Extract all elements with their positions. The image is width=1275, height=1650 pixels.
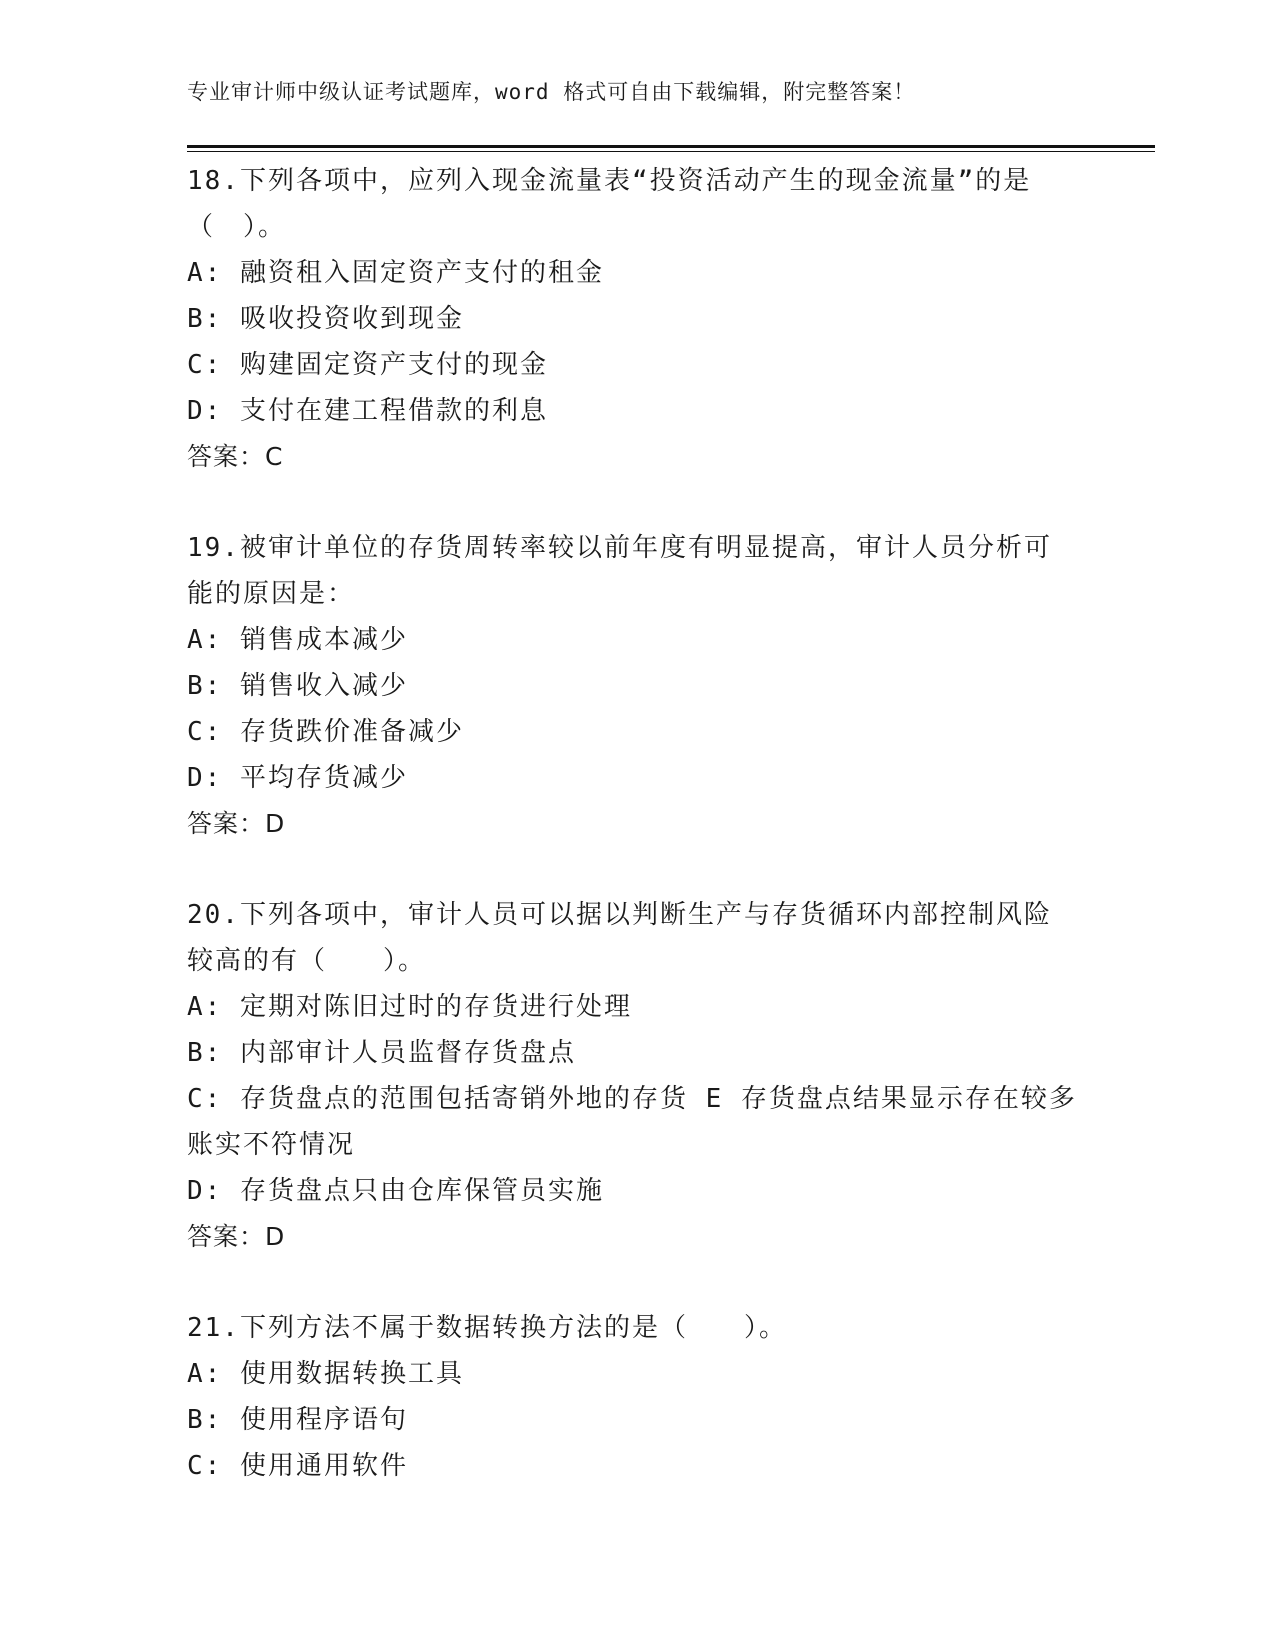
question-stem: 20.下列各项中，审计人员可以据以判断生产与存货循环内部控制风险 [187,900,1052,930]
option-c: C: 购建固定资产支付的现金 [187,350,548,380]
header-rule-thick [187,145,1155,148]
option-c: C: 使用通用软件 [187,1451,408,1481]
option-c: C: 存货跌价准备减少 [187,717,464,747]
question-stem: 21.下列方法不属于数据转换方法的是（ ）。 [187,1313,787,1343]
question-stem: 能的原因是： [187,579,356,609]
option-d: D: 存货盘点只由仓库保管员实施 [187,1176,604,1206]
option-a: A: 使用数据转换工具 [187,1359,464,1389]
question-18 [187,158,1087,480]
question-stem: 19.被审计单位的存货周转率较以前年度有明显提高，审计人员分析可 [187,533,1052,563]
page-header: 专业审计师中级认证考试题库，word 格式可自由下载编辑，附完整答案！ [187,80,916,104]
question-list [187,158,1087,1489]
question-stem: 18.下列各项中，应列入现金流量表“投资活动产生的现金流量”的是 [187,166,1032,196]
answer: 答案：C [187,442,284,471]
answer: 答案：D [187,809,286,838]
question-20 [187,892,1087,1260]
option-c-continued: 账实不符情况 [187,1130,356,1160]
option-a: A: 定期对陈旧过时的存货进行处理 [187,992,632,1022]
question-stem: （ ）。 [187,212,287,242]
option-b: B: 使用程序语句 [187,1405,408,1435]
option-a: A: 销售成本减少 [187,625,408,655]
question-stem: 较高的有（ ）。 [187,946,427,976]
option-b: B: 内部审计人员监督存货盘点 [187,1038,576,1068]
question-21 [187,1305,1087,1489]
header-rule-thin [187,151,1155,152]
answer: 答案：D [187,1222,286,1251]
option-b: B: 销售收入减少 [187,671,408,701]
option-d: D: 支付在建工程借款的利息 [187,396,548,426]
option-a: A: 融资租入固定资产支付的租金 [187,258,604,288]
question-19 [187,525,1087,847]
option-c: C: 存货盘点的范围包括寄销外地的存货 E 存货盘点结果显示存在较多 [187,1084,1077,1114]
option-d: D: 平均存货减少 [187,763,408,793]
option-b: B: 吸收投资收到现金 [187,304,464,334]
